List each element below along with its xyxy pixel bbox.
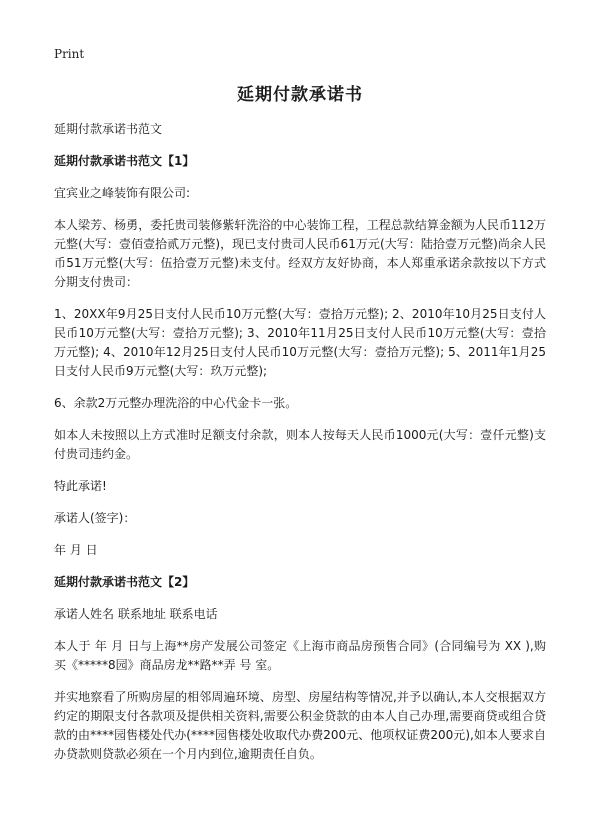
document-subtitle: 延期付款承诺书范文 <box>54 122 163 136</box>
section-2-heading: 延期付款承诺书范文【2】 <box>54 575 195 589</box>
section-1-addressee: 宜宾业之峰装饰有限公司: <box>54 186 191 200</box>
section-1-signature-line: 承诺人(签字)： <box>54 511 136 525</box>
section-1-paragraph-1: 本人梁芳、杨勇，委托贵司装修紫轩洗浴的中心装饰工程，工程总款结算金额为人民币112万元整(大写：壹佰壹拾贰万元整)，现已支付贵司人民币61万元(大写：陆拾壹万元整)尚余人民币51万元整(大写：伍拾壹万元整)未支付。经双方友好协商，本人郑重承诺余款按以下方式分期支付贵司： <box>54 218 546 289</box>
section-1-paragraph-2: 1、20XX年9月25日支付人民币10万元整(大写：壹拾万元整); 2、2010年10月25日支付人民币10万元整(大写：壹拾万元整); 3、2010年11月25日支付人民币10万元整(大写：壹拾万元整); 4、2010年12月25日支付人民币10万元整(大写：壹拾万元整); 5、2011年1月25日支付人民币9万元整(大写：玖万元整); <box>54 307 546 378</box>
section-1-paragraph-3: 6、余款2万元整办理洗浴的中心代金卡一张。 <box>54 396 298 410</box>
section-1-heading: 延期付款承诺书范文【1】 <box>54 154 195 168</box>
section-1-paragraph-5: 特此承诺! <box>54 479 107 493</box>
section-2-paragraph-3: 并实地察看了所购房屋的相邻周遍环境、房型、房屋结构等情况,并予以确认,本人交根据双方约定的期限支付各款项及提供相关资料,需要公积金贷款的由本人自己办理,需要商贷或组合贷款的由****园售楼处代办(****园售楼处收取代办费200元、他项权证费200元),如本人要求自办贷款则贷款必须在一个月内到位,逾期责任自负。 <box>54 690 546 761</box>
print-link[interactable]: Print <box>54 47 85 61</box>
section-1-paragraph-4: 如本人未按照以上方式准时足额支付余款，则本人按每天人民币1000元(大写：壹仟元整)支付贵司违约金。 <box>54 428 546 461</box>
document-body <box>54 120 546 777</box>
section-2-paragraph-1: 承诺人姓名 联系地址 联系电话 <box>54 607 218 621</box>
document-title: 延期付款承诺书 <box>237 85 363 105</box>
section-2-paragraph-2: 本人于 年 月 日与上海**房产发展公司签定《上海市商品房预售合同》(合同编号为 XX ),购买《*****8园》商品房龙**路**弄 号 室。 <box>54 639 546 672</box>
section-1-date-line: 年 月 日 <box>54 543 98 557</box>
